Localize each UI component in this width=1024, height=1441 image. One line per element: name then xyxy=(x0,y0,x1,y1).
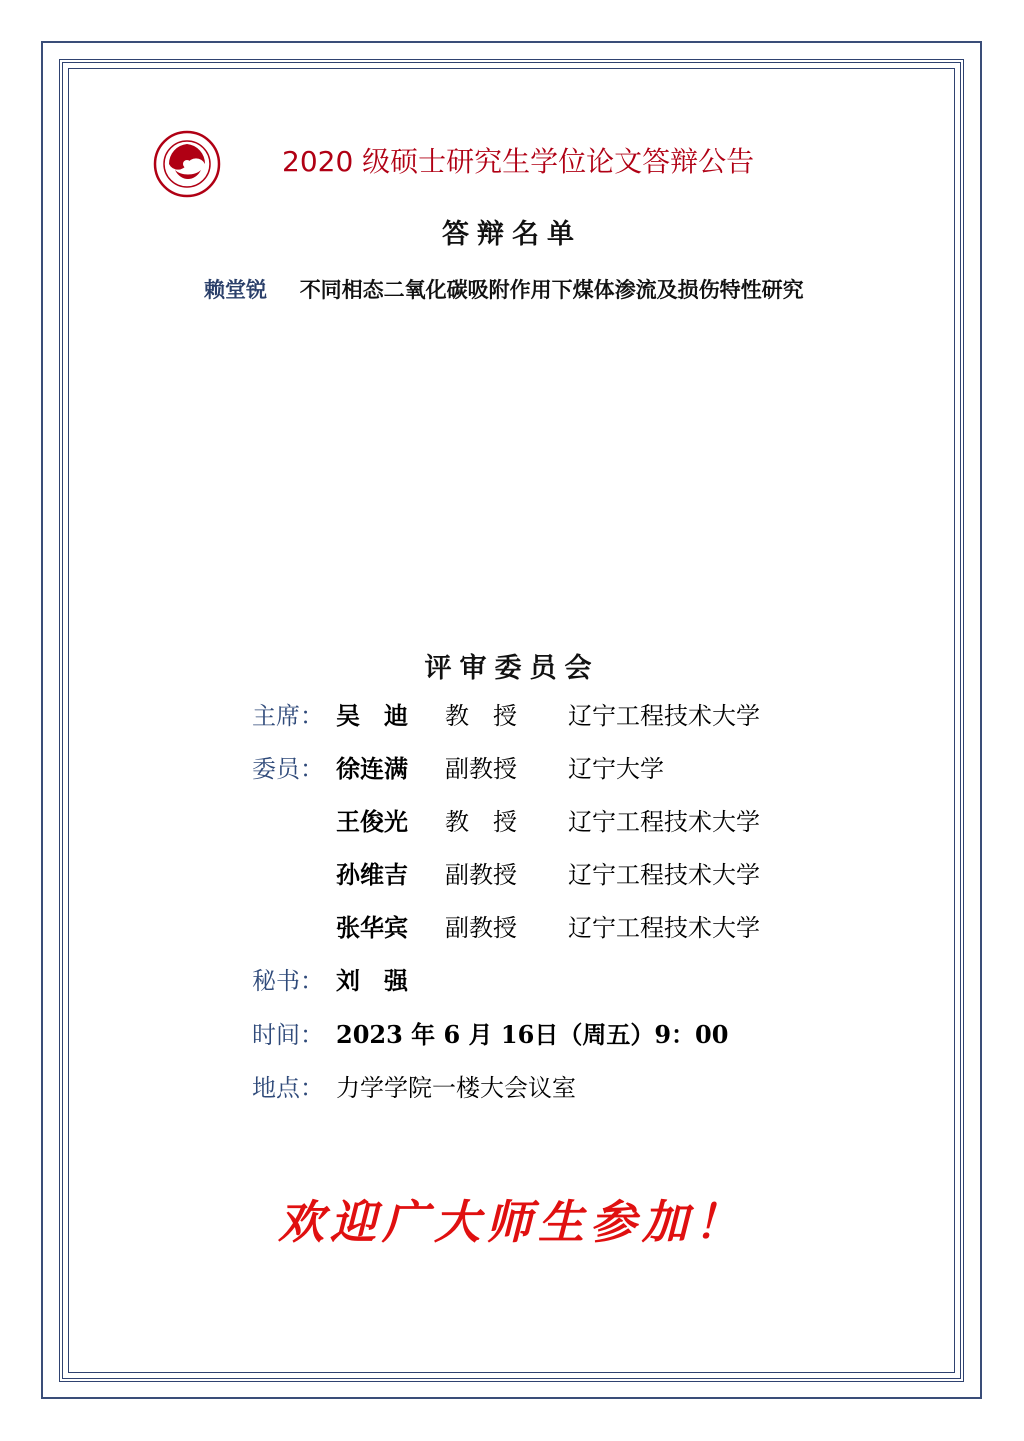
defense-list-heading: 答辩名单 xyxy=(442,219,582,250)
candidate-name: 赖堂锐 xyxy=(204,278,267,302)
member-org: 辽宁大学 xyxy=(568,755,664,783)
welcome-message: 欢迎广大师生参加！ xyxy=(278,1195,746,1249)
thesis-title: 不同相态二氧化碳吸附作用下煤体渗流及损伤特性研究 xyxy=(299,278,804,302)
chair-rank: 教 授 xyxy=(445,702,517,730)
candidate-row xyxy=(204,274,804,304)
place-value: 力学学院一楼大会议室 xyxy=(336,1074,576,1102)
secretary-label: 秘书： xyxy=(252,967,324,995)
member-name: 孙维吉 xyxy=(336,861,408,889)
member-rank: 副教授 xyxy=(445,755,517,783)
time-label: 时间： xyxy=(252,1021,324,1049)
member-rank: 副教授 xyxy=(445,914,517,942)
place-label: 地点： xyxy=(252,1074,324,1102)
chair-label: 主席： xyxy=(252,702,324,730)
university-seal-logo xyxy=(153,130,221,198)
member-org: 辽宁工程技术大学 xyxy=(568,914,760,942)
member-label: 委员： xyxy=(252,755,324,783)
chair-org: 辽宁工程技术大学 xyxy=(568,702,760,730)
member-org: 辽宁工程技术大学 xyxy=(568,808,760,836)
member-name: 张华宾 xyxy=(336,914,408,942)
member-name: 王俊光 xyxy=(336,808,408,836)
member-rank: 教 授 xyxy=(445,808,517,836)
time-value: 2023 年 6 月 16日（周五）9：00 xyxy=(336,1020,729,1049)
member-org: 辽宁工程技术大学 xyxy=(568,861,760,889)
committee-heading: 评审委员会 xyxy=(424,653,600,684)
chair-name: 吴 迪 xyxy=(336,702,408,730)
secretary-name: 刘 强 xyxy=(336,967,408,995)
member-name: 徐连满 xyxy=(336,755,408,783)
announcement-title: 2020 级硕士研究生学位论文答辩公告 xyxy=(282,145,755,178)
member-rank: 副教授 xyxy=(445,861,517,889)
